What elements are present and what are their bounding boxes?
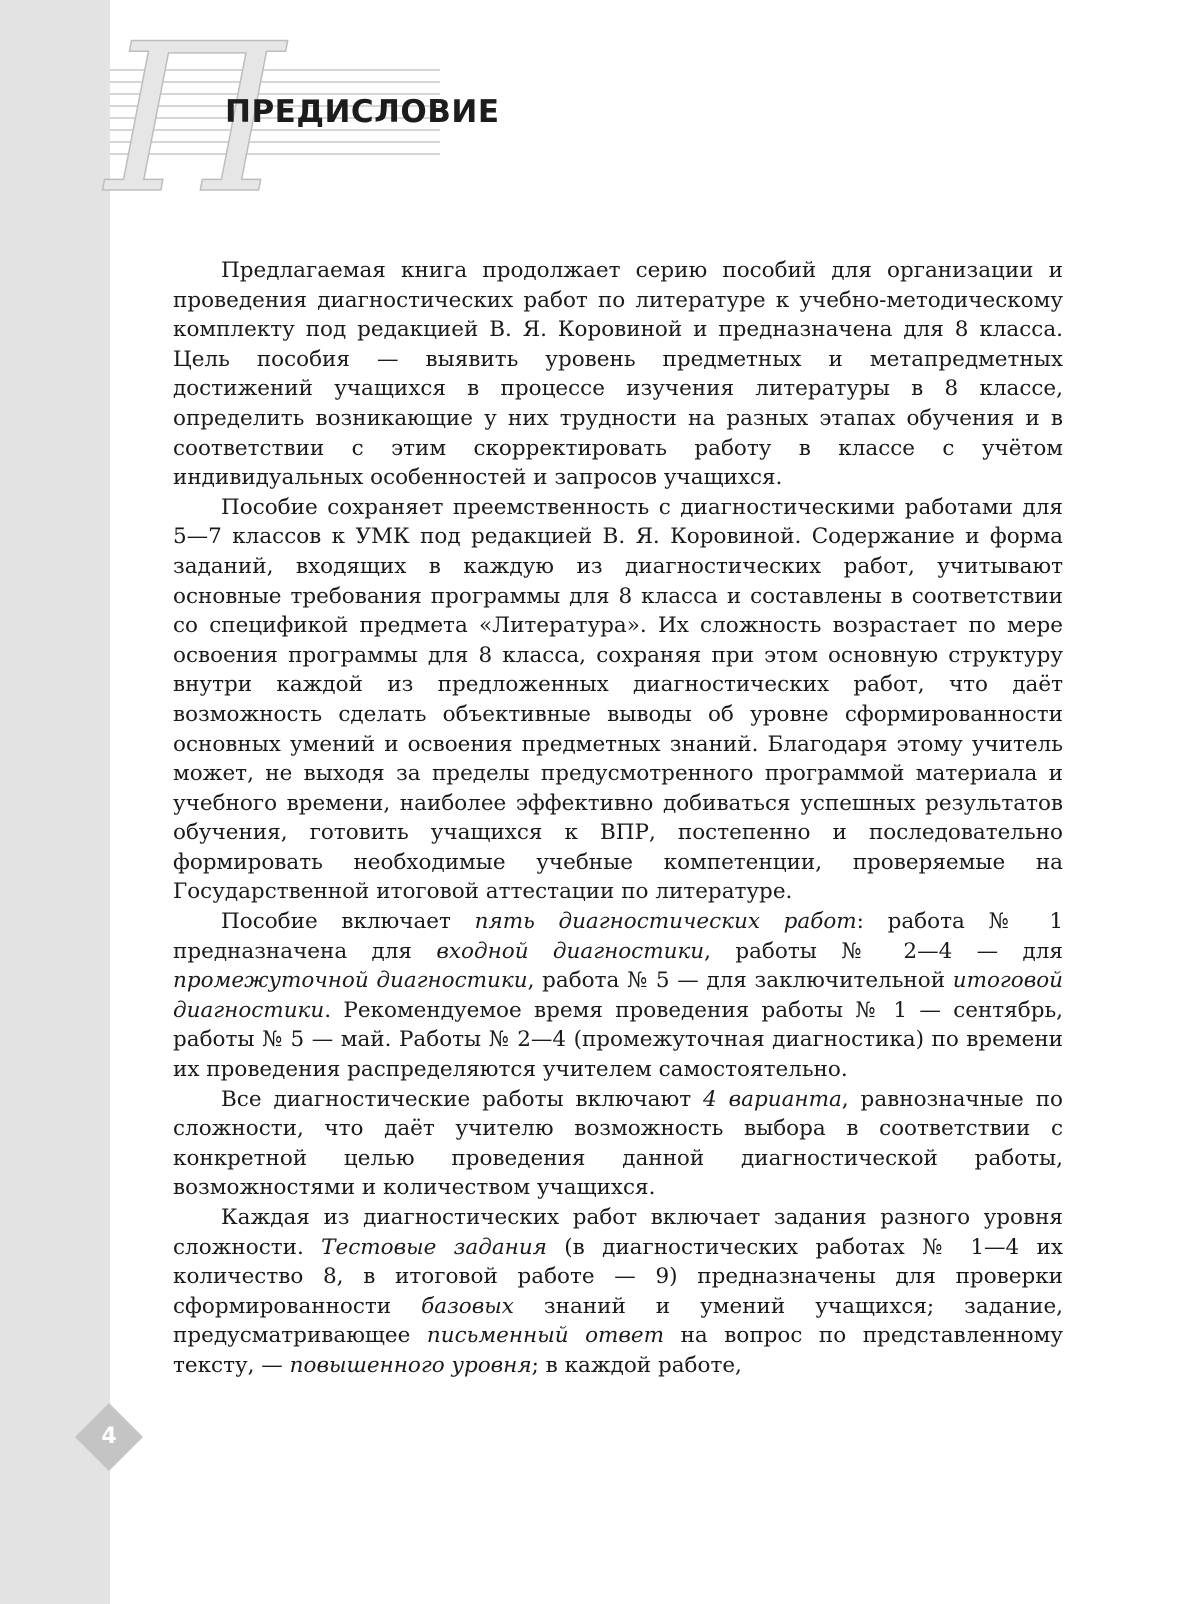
paragraph (173, 1085, 1063, 1203)
emphasis-text: пять диагностических работ (474, 909, 857, 935)
paragraph-text: , равнозначные по сложности, что даёт учителю возможность выбора в соответствии с конкретной целью проведения данной диагностической работы, возможностями и количеством учащихся. (173, 1086, 1063, 1201)
paragraph (173, 256, 1063, 493)
paragraph (173, 907, 1063, 1085)
paragraph-text: Предлагаемая книга продолжает серию пособий для организации и проведения диагностических работ по литературе к учебно-методическому комплекту под редакцией В. Я. Коровиной и предназначена для 8 класса. Цель пособия — выявить уровень предметных и метапредметных достижений учащихся в процессе изучения литературы в 8 классе, определить возникающие у них трудности на разных этапах обучения и в соответствии с этим скорректировать работу в классе с учётом индивидуальных особенностей и запросов учащихся. (173, 258, 1063, 491)
paragraph-text: Каждая из диагностических работ включает задания разного уровня сложности. (173, 1205, 1063, 1260)
paragraph-text: , работы № 2—4 — для (704, 938, 1063, 964)
paragraph-text: Все диагностические работы включают (221, 1086, 704, 1112)
paragraph-text: , работа № 5 — для заключительной (527, 968, 953, 994)
paragraph-text: Пособие сохраняет преемственность с диагностическими работами для 5—7 классов к УМК под редакцией В. Я. Коровиной. Содержание и форма заданий, входящих в каждую из диагностических работ, учитывают основные требования программы для 8 класса и составлены в соответствии со спецификой предмета «Литература». Их сложность возрастает по мере освоения программы для 8 класса, сохраняя при этом основную структуру внутри каждой из предложенных диагностических работ, что даёт возможность сделать объективные выводы об уровне сформированности основных умений и освоения предметных знаний. Благодаря этому учитель может, не выходя за пределы предусмотренного программой материала и учебного времени, наиболее эффективно добиваться успешных результатов обучения, готовить учащихся к ВПР, постепенно и последовательно формировать необходимые учебные компетенции, проверяемые на Государственной итоговой аттестации по литературе. (173, 494, 1063, 905)
emphasis-text: промежуточной диагностики (173, 968, 528, 994)
paragraph-text: Пособие включает (221, 909, 475, 935)
side-strip (0, 0, 110, 1604)
paragraph-text: . Рекомендуемое время проведения работы № 1 — сентябрь, работы № 5 — май. Работы № 2—4 (промежуточная диагностика) по времени их проведения распределяются учителем самостоятельно. (173, 997, 1063, 1083)
body-text (173, 256, 1063, 1381)
emphasis-text: письменный ответ (426, 1323, 665, 1349)
emphasis-text: 4 варианта (703, 1086, 842, 1112)
decorative-initial-letter: П (105, 1, 285, 200)
paragraph (173, 493, 1063, 907)
paragraph-text: : работа № 1 предназначена для (173, 909, 1063, 964)
page-number: 4 (101, 1424, 117, 1449)
page-title: ПРЕДИСЛОВИЕ (225, 94, 500, 130)
paragraph-text: на вопрос по представленному тексту, — (173, 1323, 1064, 1378)
paragraph (173, 1203, 1063, 1381)
emphasis-text: базовых (421, 1293, 514, 1319)
emphasis-text: итоговой диагностики (173, 968, 1064, 1023)
emphasis-text: повышенного уровня (289, 1352, 532, 1378)
emphasis-text: входной диагностики (436, 938, 705, 964)
paragraph-text: знаний и умений учащихся; задание, предусматривающее (173, 1293, 1063, 1349)
paragraph-text: ; в каждой работе, (531, 1352, 742, 1378)
emphasis-text: Тестовые задания (321, 1234, 547, 1260)
paragraph-text: (в диагностических работах № 1—4 их количество 8, в итоговой работе — 9) предназначены для проверки сформированности (173, 1234, 1063, 1319)
